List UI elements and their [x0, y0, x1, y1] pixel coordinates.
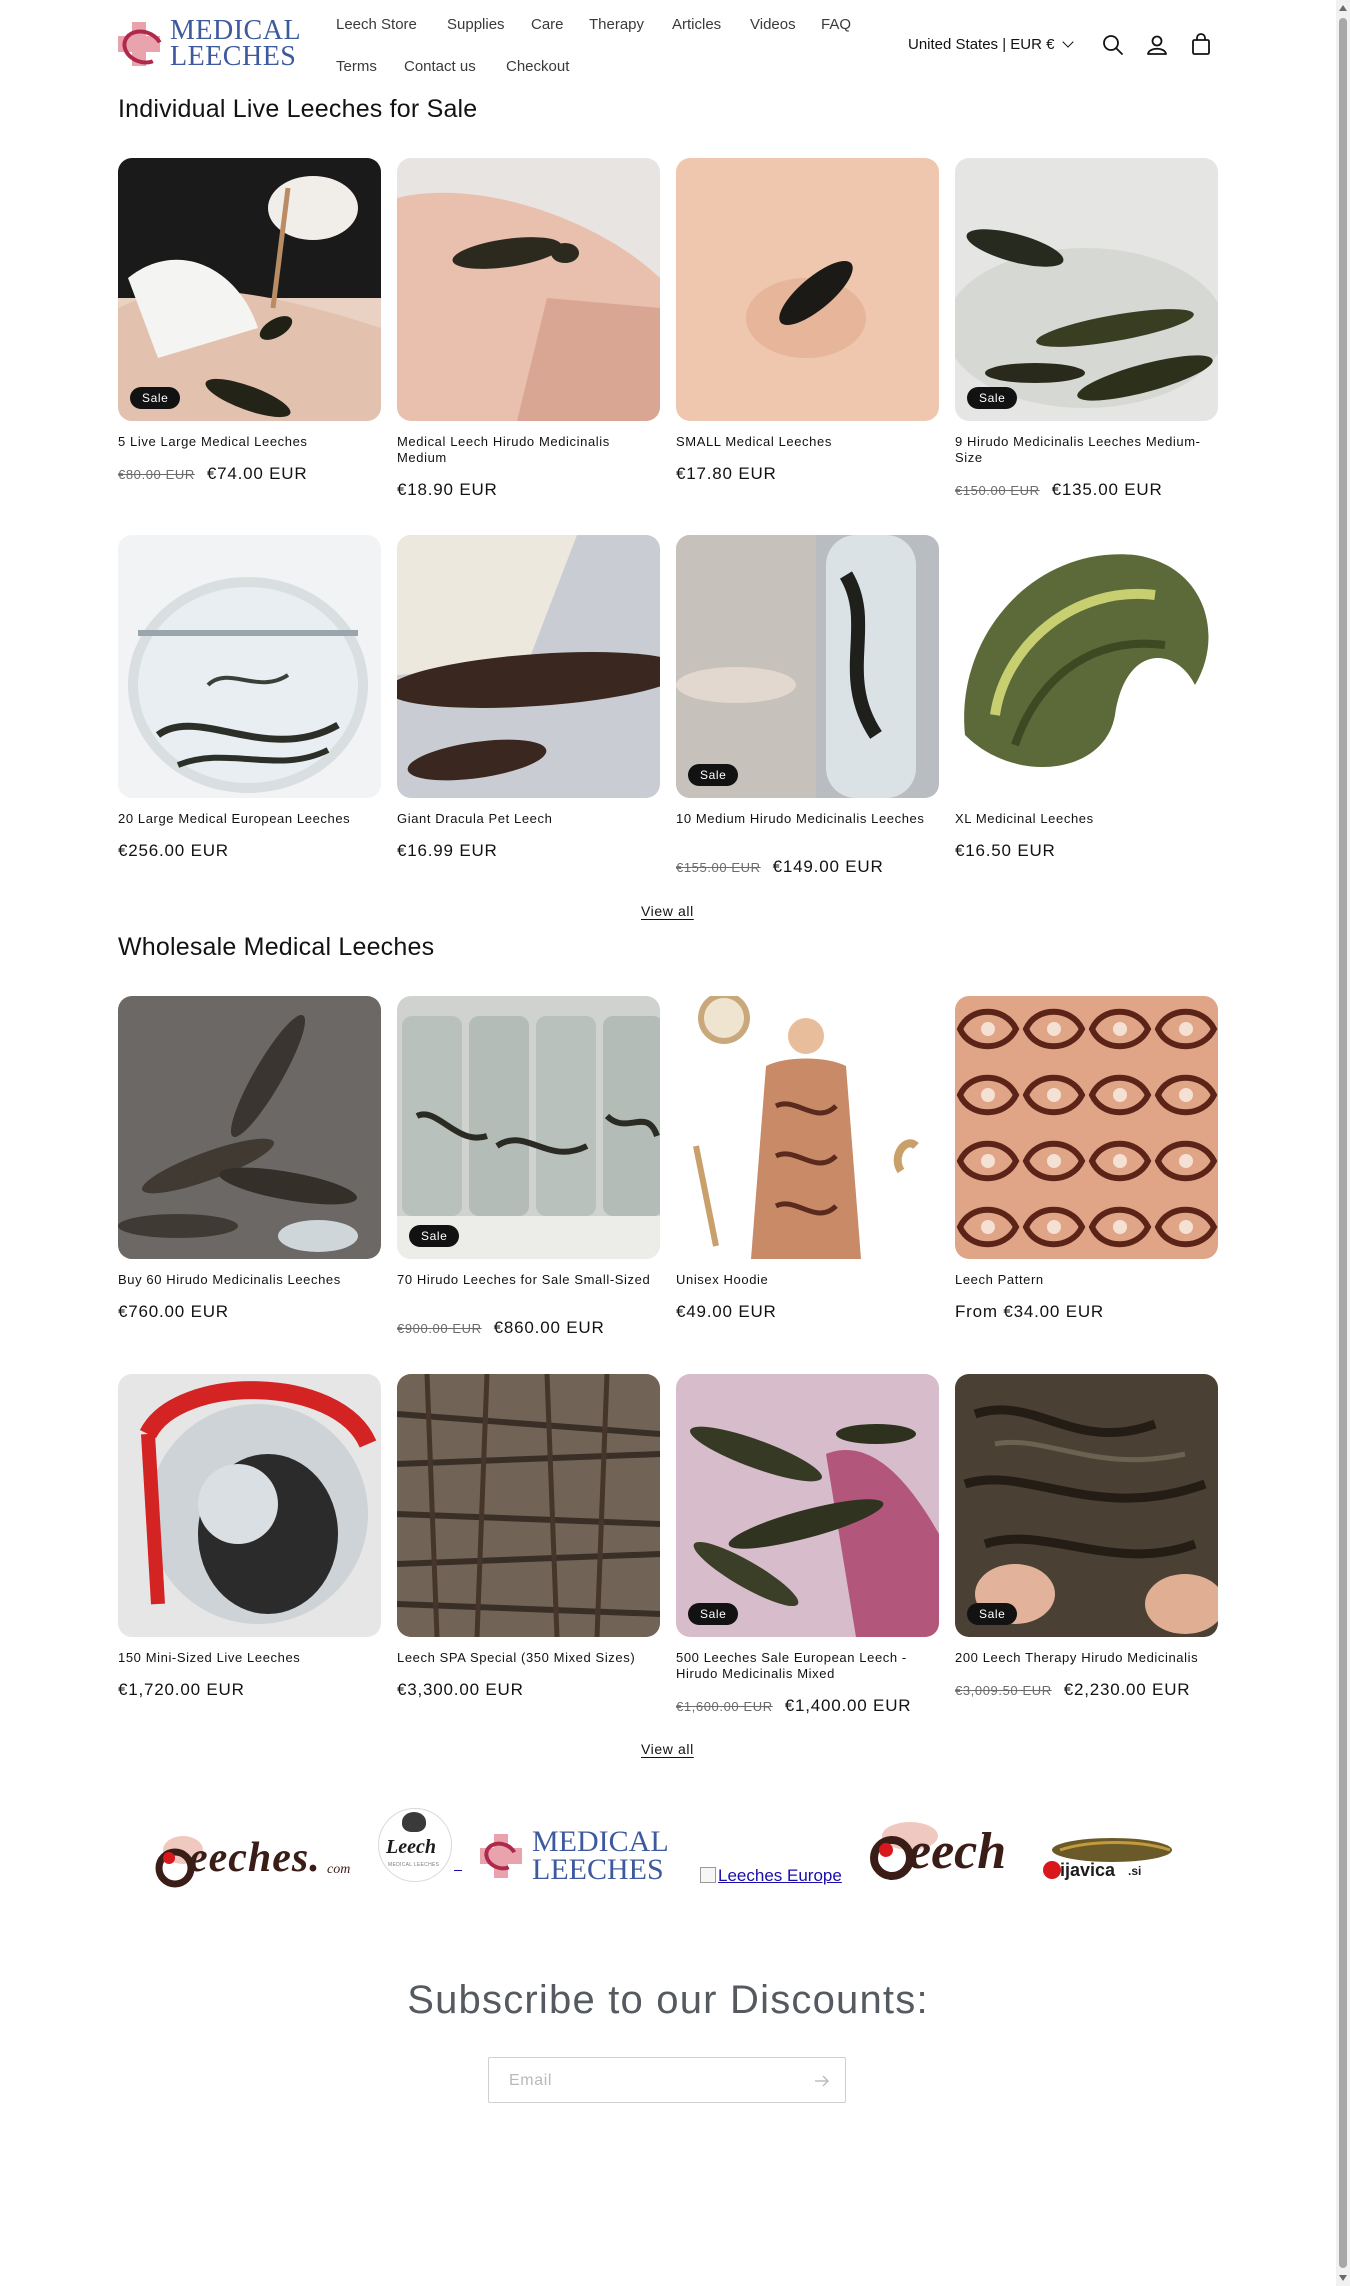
sale-price: €1,400.00 EUR — [784, 1696, 912, 1715]
nav-checkout[interactable]: Checkout — [506, 58, 570, 75]
product-title[interactable]: Giant Dracula Pet Leech — [397, 811, 553, 826]
logo-line-2: LEECHES — [170, 41, 297, 72]
brand-logo-leech-script[interactable] — [868, 1820, 1028, 1886]
product-price: From €34.00 EUR — [955, 1302, 1104, 1321]
leech-badge-hair-icon — [402, 1812, 426, 1832]
sale-price: €149.00 EUR — [772, 857, 884, 876]
locale-label: United States | EUR € — [908, 36, 1055, 53]
product-photo — [955, 535, 1218, 798]
brand-medical-leeches-wordmark — [532, 1825, 669, 1886]
newsletter-form — [488, 2057, 846, 2103]
product-title[interactable]: Medical Leech Hirudo Medicinalis Medium — [397, 434, 610, 465]
product-photo — [955, 1374, 1218, 1637]
product-price — [676, 1696, 911, 1716]
product-title[interactable]: Leech Pattern — [955, 1272, 1044, 1287]
product-image[interactable] — [676, 158, 939, 421]
brand-logo-medical-leeches[interactable] — [480, 1826, 685, 1886]
product-image[interactable] — [676, 996, 939, 1259]
sale-badge: Sale — [688, 764, 738, 786]
product-photo — [397, 535, 660, 798]
product-image[interactable] — [955, 1374, 1218, 1637]
product-image[interactable] — [955, 996, 1218, 1259]
product-price — [118, 464, 307, 484]
product-photo — [397, 1374, 660, 1637]
product-image[interactable] — [676, 535, 939, 798]
product-photo — [676, 996, 939, 1259]
sale-badge: Sale — [130, 387, 180, 409]
product-photo — [397, 158, 660, 421]
pijavica-wordmark: ijavica — [1060, 1860, 1116, 1880]
account-icon[interactable] — [1144, 32, 1170, 58]
leech-badge-text: Leech — [386, 1836, 436, 1858]
product-title[interactable]: Unisex Hoodie — [676, 1272, 769, 1287]
pijavica-suffix: .si — [1128, 1864, 1142, 1878]
brand-logo-leeches-europe[interactable] — [700, 1866, 842, 1886]
compare-at-price: €1,600.00 EUR — [676, 1699, 773, 1714]
product-price — [955, 1680, 1190, 1700]
sale-price: €135.00 EUR — [1051, 480, 1163, 499]
product-price: €1,720.00 EUR — [118, 1680, 245, 1699]
nav-care[interactable]: Care — [531, 16, 564, 33]
search-icon[interactable] — [1100, 32, 1126, 58]
product-image[interactable] — [676, 1374, 939, 1637]
view-all-wholesale[interactable]: View all — [641, 1741, 694, 1757]
product-price: €18.90 EUR — [397, 480, 498, 499]
section-title-wholesale: Wholesale Medical Leeches — [118, 933, 435, 961]
nav-faq[interactable]: FAQ — [821, 16, 852, 33]
product-title[interactable]: XL Medicinal Leeches — [955, 811, 1094, 826]
product-title[interactable]: 5 Live Large Medical Leeches — [118, 434, 308, 449]
product-price: €256.00 EUR — [118, 841, 229, 860]
product-image[interactable] — [397, 158, 660, 421]
page-scrollbar[interactable] — [1336, 0, 1350, 2286]
product-image[interactable] — [955, 158, 1218, 421]
product-image[interactable] — [397, 535, 660, 798]
leech-badge-subtext: MEDICAL LEECHES — [388, 1862, 440, 1868]
brand-logo-leeches-com[interactable] — [155, 1828, 360, 1888]
arrow-right-icon[interactable] — [813, 2072, 831, 2090]
sale-price: €2,230.00 EUR — [1063, 1680, 1191, 1699]
brand-medical-line-2: LEECHES — [532, 1853, 664, 1886]
site-header — [0, 0, 1336, 90]
product-title[interactable]: SMALL Medical Leeches — [676, 434, 832, 449]
sale-badge: Sale — [967, 1603, 1017, 1625]
logo-wordmark — [170, 15, 302, 72]
product-title[interactable]: 10 Medium Hirudo Medicinalis Leeches — [676, 811, 925, 826]
brand-medical-line-1: MEDICAL — [532, 1825, 669, 1858]
logo-leech-icon — [117, 24, 168, 70]
nav-articles[interactable]: Articles — [672, 16, 722, 33]
product-title[interactable]: 500 Leeches Sale European Leech - Hirudo Medicinalis Mixed — [676, 1650, 907, 1681]
product-image[interactable] — [397, 996, 660, 1259]
section-title-individual: Individual Live Leeches for Sale — [118, 95, 478, 123]
country-currency-selector[interactable] — [908, 36, 1072, 53]
cart-icon[interactable] — [1188, 32, 1214, 58]
product-title[interactable]: 150 Mini-Sized Live Leeches — [118, 1650, 301, 1665]
view-all-individual[interactable]: View all — [641, 903, 694, 919]
product-image[interactable] — [955, 535, 1218, 798]
product-image[interactable] — [118, 158, 381, 421]
brand-logo-pijavica[interactable] — [1040, 1834, 1180, 1886]
product-price: €760.00 EUR — [118, 1302, 229, 1321]
nav-terms[interactable]: Terms — [336, 58, 377, 75]
product-photo — [118, 535, 381, 798]
product-price: €17.80 EUR — [676, 464, 777, 483]
product-photo — [676, 1374, 939, 1637]
site-logo[interactable] — [118, 14, 302, 74]
product-photo — [118, 1374, 381, 1637]
product-title[interactable]: Buy 60 Hirudo Medicinalis Leeches — [118, 1272, 341, 1287]
product-title[interactable]: 9 Hirudo Medicinalis Leeches Medium-Size — [955, 434, 1201, 465]
link-underline — [454, 1870, 462, 1871]
sale-badge: Sale — [688, 1603, 738, 1625]
newsletter-email-input[interactable] — [489, 2058, 811, 2104]
compare-at-price: €150.00 EUR — [955, 483, 1040, 498]
nav-contact-us[interactable]: Contact us — [404, 58, 476, 75]
product-price: €3,300.00 EUR — [397, 1680, 524, 1699]
product-photo — [676, 158, 939, 421]
newsletter-title: Subscribe to our Discounts: — [407, 1978, 929, 2022]
sale-price: €74.00 EUR — [206, 464, 308, 483]
product-price — [955, 480, 1163, 500]
product-price — [397, 1318, 605, 1338]
compare-at-price: €900.00 EUR — [397, 1321, 482, 1336]
sale-badge: Sale — [967, 387, 1017, 409]
chevron-down-icon — [1063, 36, 1074, 47]
product-image[interactable] — [118, 535, 381, 798]
product-image[interactable] — [118, 1374, 381, 1637]
product-title[interactable]: Leech SPA Special (350 Mixed Sizes) — [397, 1650, 636, 1665]
leeches-europe-alt-text: Leeches Europe — [718, 1866, 842, 1885]
product-photo — [397, 996, 660, 1259]
product-title[interactable]: 200 Leech Therapy Hirudo Medicinalis — [955, 1650, 1199, 1665]
product-price: €16.99 EUR — [397, 841, 498, 860]
compare-at-price: €80.00 EUR — [118, 467, 195, 482]
nav-therapy[interactable]: Therapy — [589, 16, 645, 33]
nav-videos[interactable]: Videos — [750, 16, 796, 33]
scrollbar-thumb[interactable] — [1339, 18, 1347, 2268]
nav-supplies[interactable]: Supplies — [447, 16, 505, 33]
compare-at-price: €155.00 EUR — [676, 860, 761, 875]
leeches-com-wordmark: eeches. — [189, 1835, 321, 1881]
compare-at-price: €3,009.50 EUR — [955, 1683, 1052, 1698]
leech-script-wordmark: eech — [908, 1823, 1007, 1880]
brand-logo-leech-badge[interactable] — [378, 1808, 464, 1888]
brand-leech-icon — [480, 1837, 522, 1875]
nav-leech-store[interactable]: Leech Store — [336, 16, 417, 33]
product-image[interactable] — [397, 1374, 660, 1637]
broken-image-icon — [700, 1867, 716, 1883]
scroll-down-arrow-icon[interactable] — [1339, 2275, 1347, 2281]
scroll-up-arrow-icon[interactable] — [1339, 5, 1347, 11]
leeches-com-suffix: com — [327, 1862, 351, 1877]
product-title[interactable]: 20 Large Medical European Leeches — [118, 811, 351, 826]
product-photo — [955, 996, 1218, 1259]
product-title[interactable]: 70 Hirudo Leeches for Sale Small-Sized — [397, 1272, 651, 1287]
sale-price: €860.00 EUR — [493, 1318, 605, 1337]
product-price: €16.50 EUR — [955, 841, 1056, 860]
product-photo — [118, 996, 381, 1259]
product-price: €49.00 EUR — [676, 1302, 777, 1321]
product-price — [676, 857, 884, 877]
product-photo — [955, 158, 1218, 421]
sale-badge: Sale — [409, 1225, 459, 1247]
product-photo — [676, 535, 939, 798]
product-photo — [118, 158, 381, 421]
product-image[interactable] — [118, 996, 381, 1259]
logo-line-1: MEDICAL — [170, 15, 302, 46]
